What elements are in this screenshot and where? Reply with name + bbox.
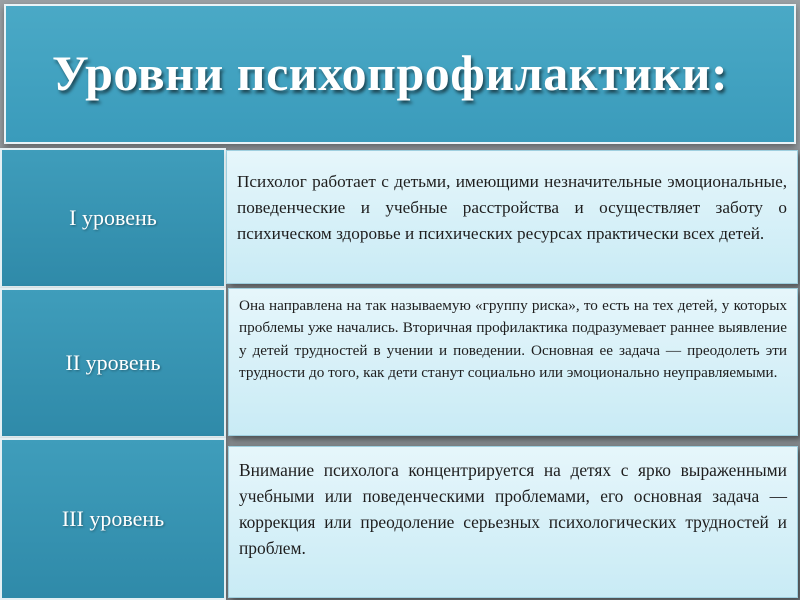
level-2-description (228, 288, 798, 436)
level-3-label: III уровень (61, 506, 165, 531)
level-1-description (226, 150, 798, 284)
level-1-cell (0, 148, 226, 288)
level-3-text: Внимание психолога концентрируется на детях с ярко выраженными учебными или поведенческими проблемами, его основная задача — коррекция или преодоление серьезных психологических трудностей и проблем. (239, 460, 787, 558)
level-3-cell (0, 438, 226, 600)
level-2-label: II уровень (65, 350, 161, 375)
slide-title: Уровни психопрофилактики: (52, 45, 729, 101)
level-3-description (228, 446, 798, 598)
level-1-text: Психолог работает с детьми, имеющими незначительные эмоциональные, поведенческие и учебные расстройства и осуществляет заботу о психическом здоровье и психических ресурсах практически всех детей. (237, 172, 787, 243)
level-1-label: I уровень (69, 205, 157, 230)
title-band (4, 4, 796, 144)
level-2-cell (0, 288, 226, 438)
level-2-text: Она направлена на так называемую «группу риска», то есть на тех детей, у которых проблемы уже начались. Вторичная профилактика подразумевает раннее выявление у детей трудностей в учении и поведении. Основная ее задача — преодолеть эти трудности до того, как дети станут социально или эмоционально неуправляемыми. (239, 297, 787, 382)
